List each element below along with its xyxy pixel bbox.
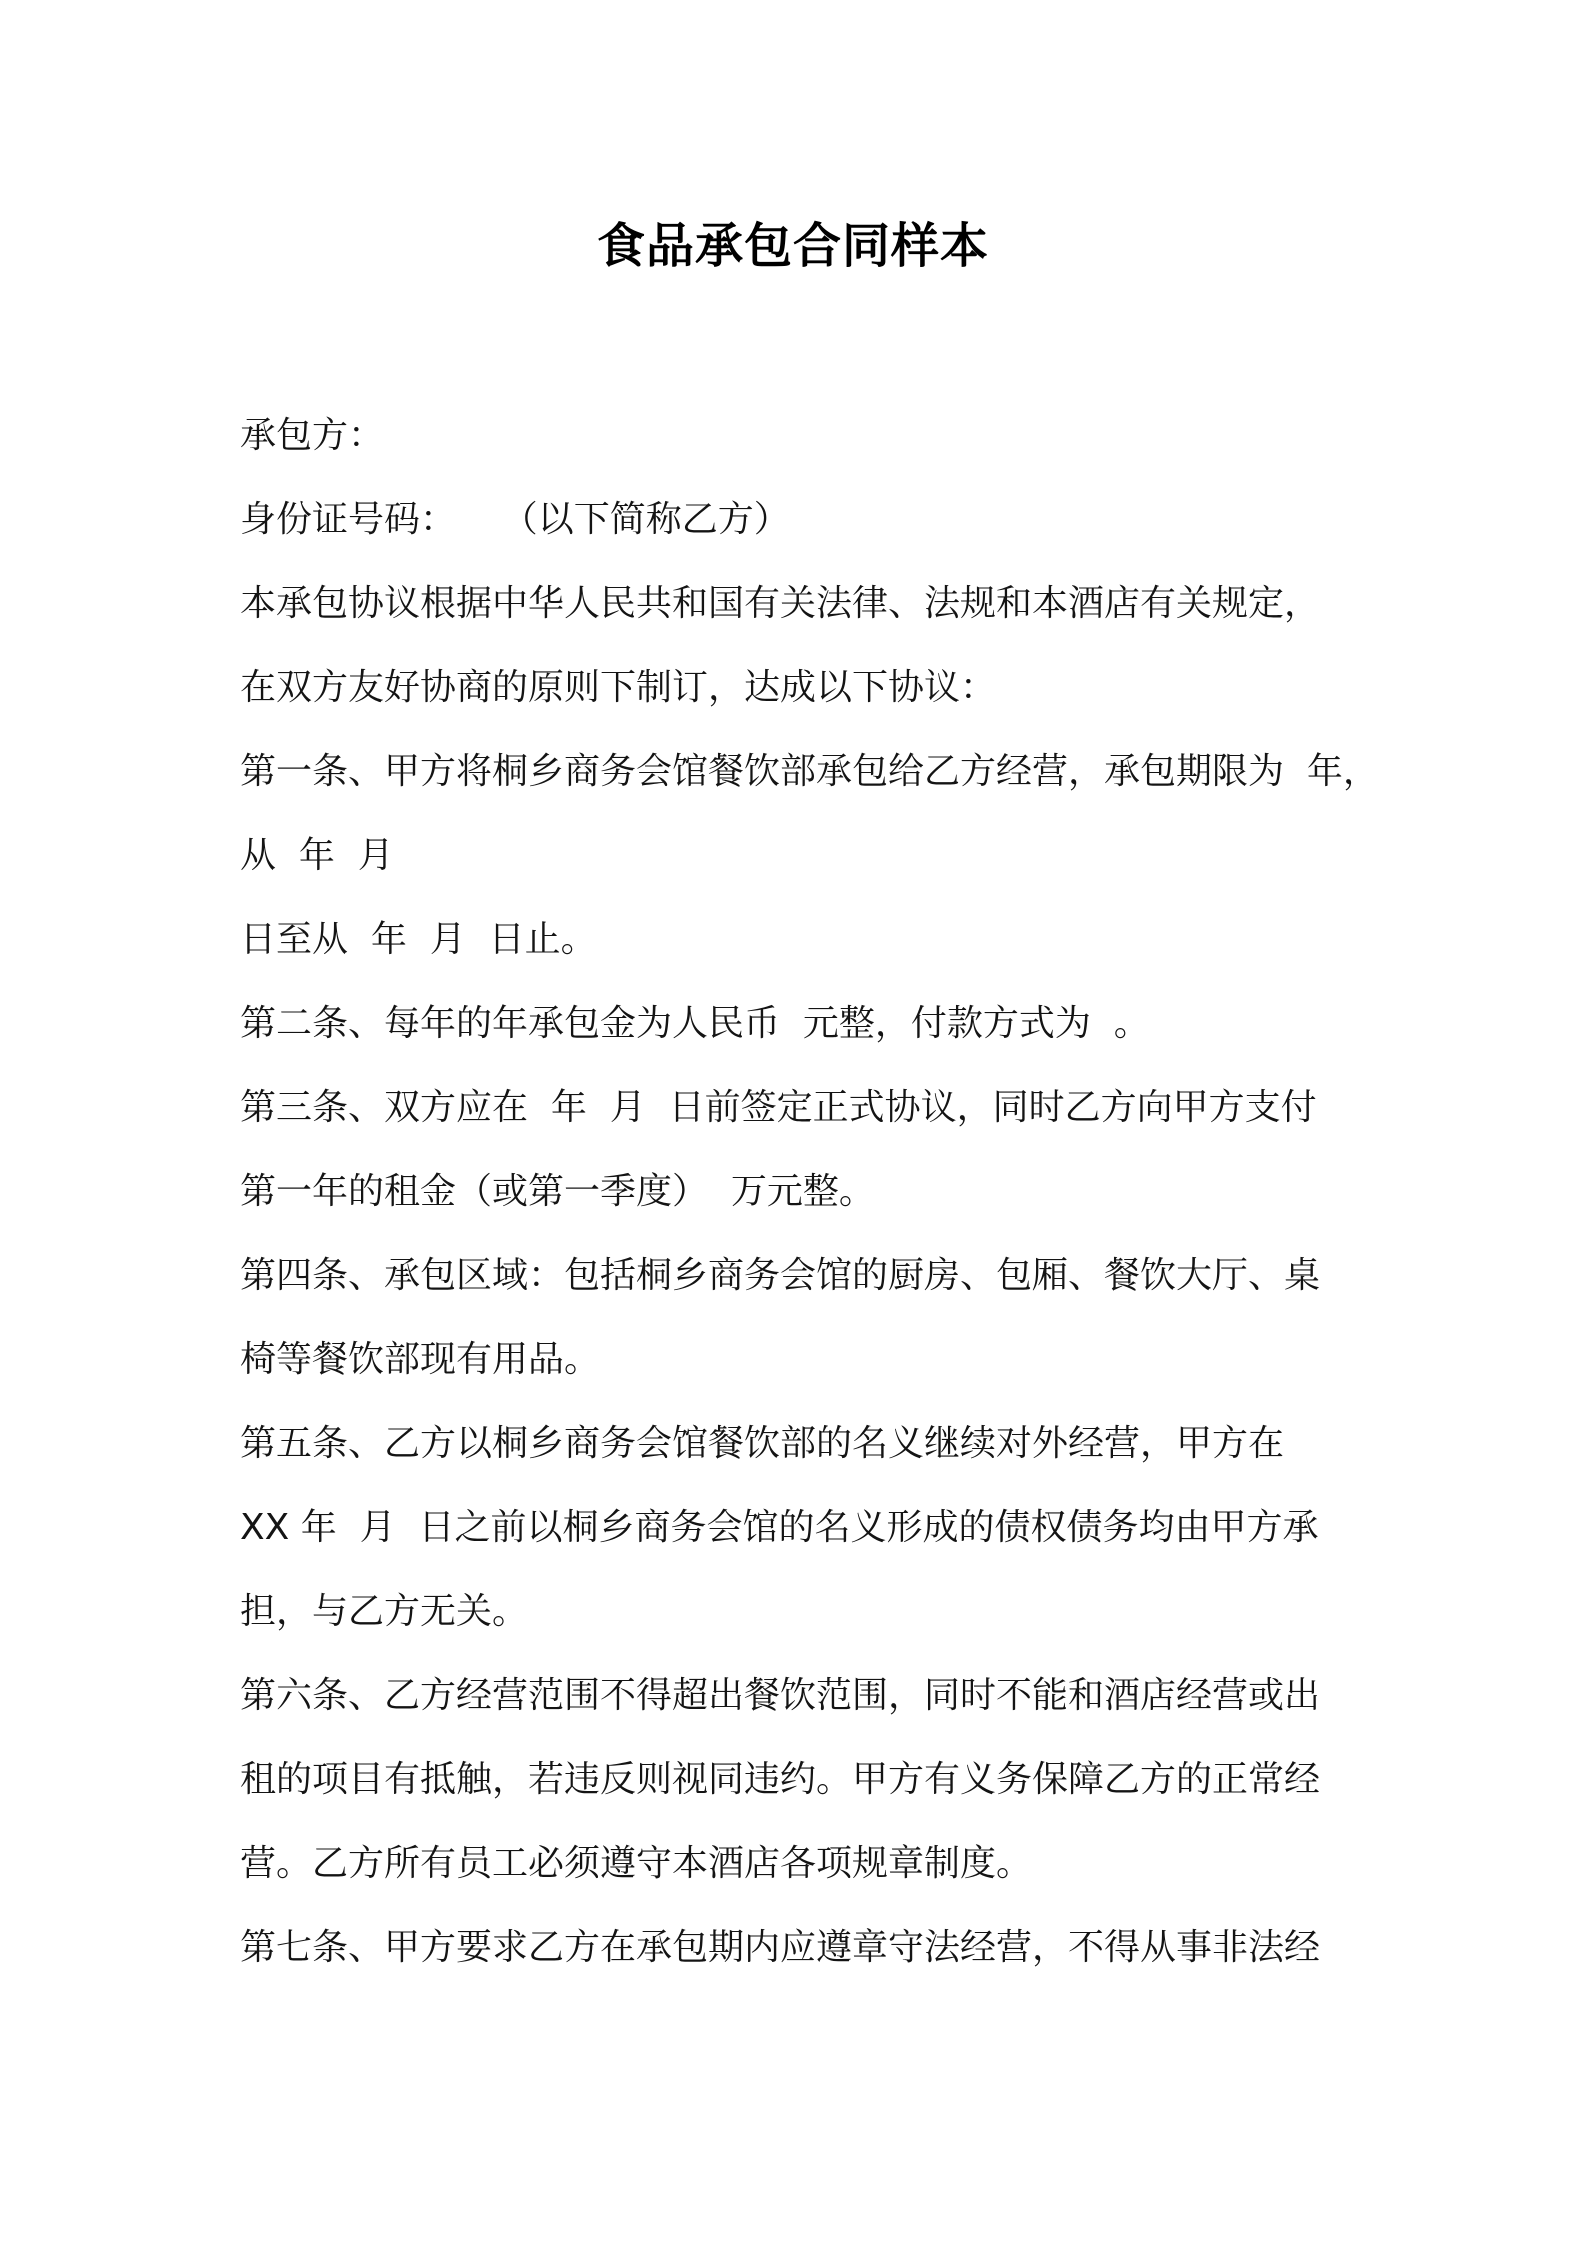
paragraph-line: 在双方友好协商的原则下制订，达成以下协议： — [240, 667, 997, 708]
article-5-line: XX 年 月 日之前以桐乡商务会馆的名义形成的债权债务均由甲方承 — [240, 1507, 1319, 1548]
article-2-line: 第二条、每年的年承包金为人民币 元整，付款方式为 。 — [240, 1003, 1150, 1044]
article-6-line: 营。乙方所有员工必须遵守本酒店各项规章制度。 — [240, 1843, 1033, 1884]
document-title: 食品承包合同样本 — [596, 218, 989, 274]
article-1-line: 从 年 月 — [240, 835, 394, 876]
id-number-line: 身份证号码： （以下简称乙方） — [240, 499, 790, 540]
contractor-line: 承包方： — [240, 415, 385, 456]
article-1-line: 日至从 年 月 日止。 — [240, 919, 597, 960]
article-3-line: 第一年的租金（或第一季度） 万元整。 — [240, 1171, 875, 1212]
article-6-line: 第六条、乙方经营范围不得超出餐饮范围，同时不能和酒店经营或出 — [240, 1675, 1321, 1716]
article-3-line: 第三条、双方应在 年 月 日前签定正式协议，同时乙方向甲方支付 — [240, 1087, 1317, 1128]
article-5-line: 第五条、乙方以桐乡商务会馆餐饮部的名义继续对外经营，甲方在 — [240, 1423, 1285, 1464]
article-6-line: 租的项目有抵触，若违反则视同违约。甲方有义务保障乙方的正常经 — [240, 1759, 1321, 1800]
article-4-line: 第四条、承包区域：包括桐乡商务会馆的厨房、包厢、餐饮大厅、桌 — [240, 1255, 1321, 1296]
paragraph-line: 本承包协议根据中华人民共和国有关法律、法规和本酒店有关规定， — [240, 583, 1321, 624]
article-1-line: 第一条、甲方将桐乡商务会馆餐饮部承包给乙方经营，承包期限为 年， — [240, 751, 1379, 792]
article-5-line: 担，与乙方无关。 — [240, 1591, 529, 1632]
article-7-line: 第七条、甲方要求乙方在承包期内应遵章守法经营，不得从事非法经 — [240, 1927, 1321, 1968]
article-4-line: 椅等餐饮部现有用品。 — [240, 1339, 601, 1380]
